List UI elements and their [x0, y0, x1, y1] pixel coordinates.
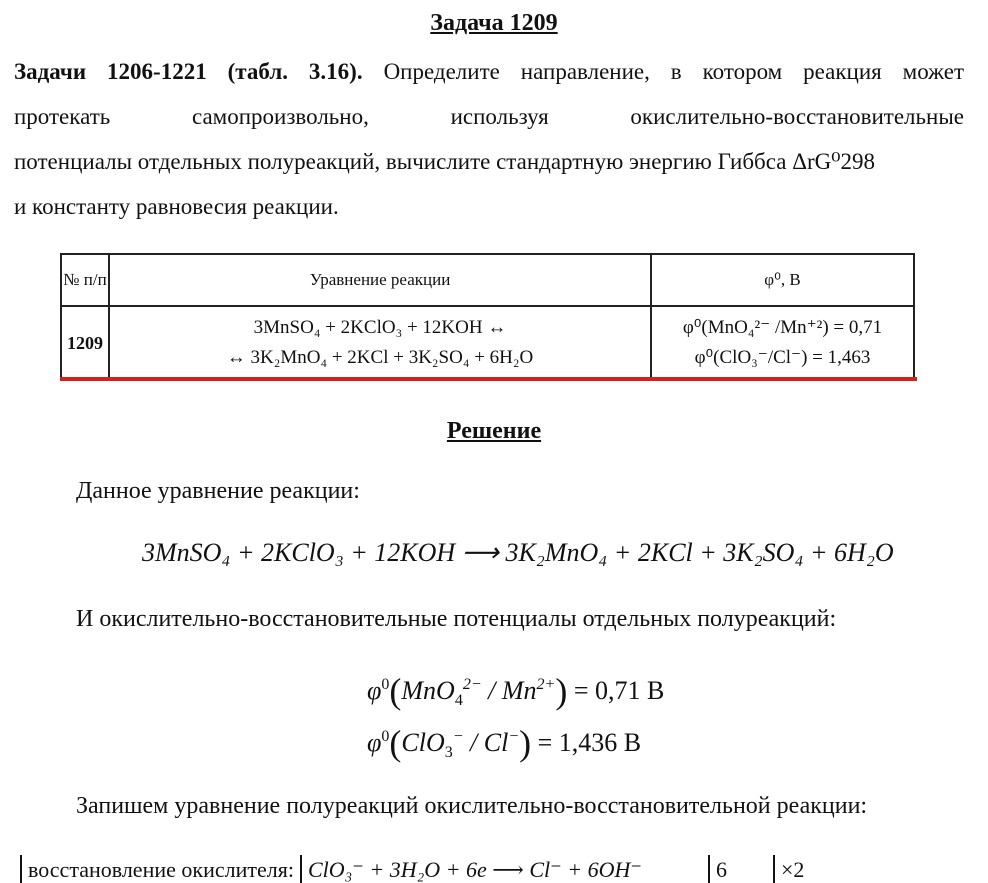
half-reaction-electrons: 6 [715, 857, 727, 882]
header-potential: φ⁰, В [651, 254, 914, 306]
table-row [61, 306, 914, 380]
half-reaction-label: восстановление окислителя: [28, 857, 294, 882]
divider [773, 855, 775, 883]
reaction-equation: 3MnSO₄ + 2KClO₃ + 12KOH ⟶ 3K₂MnO₄ + 2KCl + 3K₂SO₄ + 6H₂O [142, 538, 894, 567]
half-reaction-equation: ClO₃⁻ + 3H₂O + 6e ⟶ Cl⁻ + 6OH⁻ [307, 857, 642, 882]
row-number: 1209 [61, 306, 109, 380]
header-number: № п/п [61, 254, 109, 306]
problem-line-1 [14, 49, 964, 94]
table-header-row [61, 254, 914, 306]
half-reactions-intro: Запишем уравнение полуреакций окислительно-восстановительной реакции: [76, 793, 868, 819]
half-reaction-factor: ×2 [780, 857, 805, 882]
reaction-table [60, 253, 915, 381]
problem-title: Задача 1209 [430, 10, 558, 36]
divider [708, 855, 710, 883]
given-text: Данное уравнение реакции: [76, 478, 360, 504]
row-potential-line-2: φ⁰(ClO₃⁻/Cl⁻) = 1,463 [694, 347, 871, 368]
row-equation [109, 306, 651, 380]
potential-1: $\varphi^0(MnO_4^{2-} / Mn^{2+}) = 0,71$ В [367, 671, 665, 711]
half-reaction-row [14, 855, 804, 883]
problem-lead: Задачи 1206-1221 (табл. 3.16). [14, 59, 363, 84]
potentials-intro: И окислительно-восстановительные потенциалы отдельных полуреакций: [76, 606, 837, 632]
divider [300, 855, 302, 883]
potential-2-value: = 1,436 В [537, 728, 642, 757]
row-equation-line-1: 3MnSO₄ + 2KClO₃ + 12KOH ↔ [253, 317, 507, 338]
table-bottom-rule [60, 377, 917, 381]
row-equation-line-2: ↔ 3K₂MnO₄ + 2KCl + 3K₂SO₄ + 6H₂O [226, 347, 534, 368]
header-equation: Уравнение реакции [109, 254, 651, 306]
potential-1-value: = 0,71 В [573, 676, 665, 705]
row-potential [651, 306, 914, 380]
problem-statement [14, 49, 964, 229]
row-potential-line-1: φ⁰(MnO₄²⁻ /Mn⁺²) = 0,71 [682, 317, 883, 338]
problem-line-4: и константу равновесия реакции. [14, 194, 339, 219]
problem-line-3 [14, 139, 964, 184]
potential-2: $\varphi^0(ClO_3^- / Cl^-) = 1,436$ В [367, 723, 642, 763]
problem-line-1-text: Определите направление, в котором реакция может [383, 59, 965, 84]
problem-line-3-text: потенциалы отдельных полуреакций, вычислите стандартную энергию Гиббса ΔrG⁰298 [14, 149, 875, 174]
solution-title: Решение [446, 418, 542, 444]
divider [20, 855, 22, 883]
problem-line-2: протекать самопроизвольно, используя окислительно-восстановительные [14, 104, 964, 129]
